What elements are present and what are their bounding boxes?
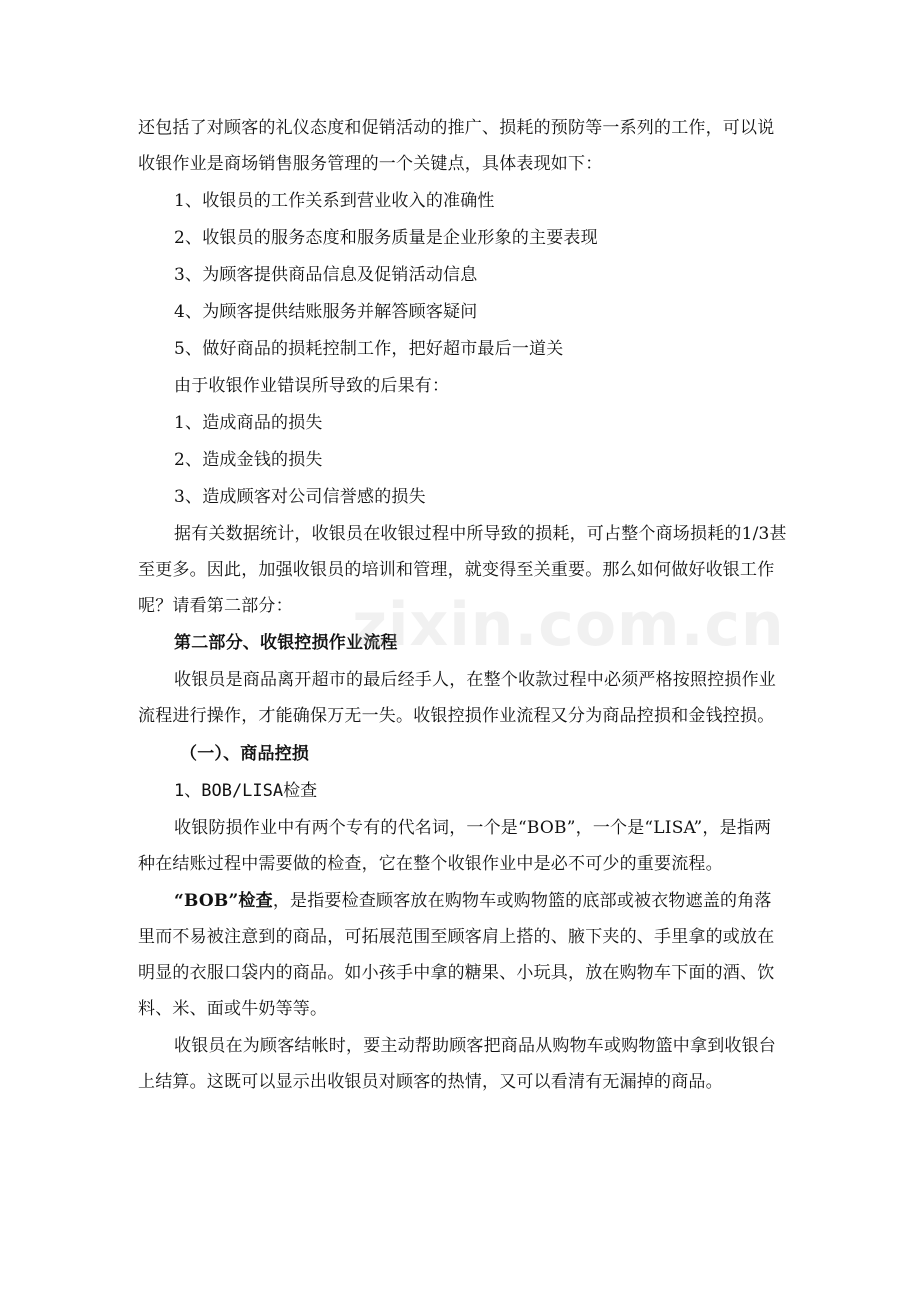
list-item-consequence-3: 3、造成顾客对公司信誉感的损失 (174, 487, 426, 507)
list-item-consequence-2: 2、造成金钱的损失 (174, 450, 323, 470)
paragraph-bob-lisa-intro: 收银防损作业中有两个专有的代名词，一个是“BOB”，一个是“LISA”，是指两种在结账过程中需要做的检查，它在整个收银作业中是必不可少的重要流程。 (138, 818, 772, 874)
paragraph-bob-check (138, 883, 788, 1027)
watermark-text: zixin.com.cn (352, 590, 785, 660)
paragraph-intro: 还包括了对顾客的礼仪态度和促销活动的推广、损耗的预防等一系列的工作，可以说收银作业是商场销售服务管理的一个关键点，具体表现如下： (138, 118, 775, 174)
bob-check-text: ，是指要检查顾客放在购物车或购物篮的底部或被衣物遮盖的角落里而不易被注意到的商品，可拓展范围至顾客肩上搭的、腋下夹的、手里拿的或放在明显的衣服口袋内的商品。如小孩手中拿的糖果、小玩具，放在购物车下面的酒、饮料、米、面或牛奶等等。 (138, 891, 775, 1019)
paragraph-checkout-help: 收银员在为顾客结帐时，要主动帮助顾客把商品从购物车或购物篮中拿到收银台上结算。这既可以显示出收银员对顾客的热情，又可以看清有无漏掉的商品。 (138, 1036, 776, 1092)
paragraph-statistics: 据有关数据统计，收银员在收银过程中所导致的损耗，可占整个商场损耗的1/3甚至更多。因此，加强收银员的培训和管理，就变得至关重要。那么如何做好收银工作呢？请看第二部分： (138, 524, 787, 616)
list-item-impact-5: 5、做好商品的损耗控制工作，把好超市最后一道关 (174, 339, 564, 359)
section-heading-part-two: 第二部分、收银控损作业流程 (174, 633, 398, 653)
bob-lisa-heading-text: 1、BOB/LISA检查 (174, 781, 318, 801)
list-item-consequence-1: 1、造成商品的损失 (174, 413, 323, 433)
document-content (138, 110, 788, 1100)
subsection-heading-bob-lisa (138, 773, 788, 809)
paragraph-cashier-role: 收银员是商品离开超市的最后经手人，在整个收款过程中必须严格按照控损作业流程进行操作，才能确保万无一失。收银控损作业流程又分为商品控损和金钱控损。 (138, 670, 776, 726)
bob-check-label: “BOB”检查 (174, 891, 273, 911)
list-item-impact-4: 4、为顾客提供结账服务并解答顾客疑问 (174, 302, 478, 322)
list-item-impact-3: 3、为顾客提供商品信息及促销活动信息 (174, 265, 478, 285)
list-item-impact-2: 2、收银员的服务态度和服务质量是企业形象的主要表现 (174, 228, 598, 248)
paragraph-consequences-intro: 由于收银作业错误所导致的后果有： (174, 376, 450, 396)
list-item-impact-1: 1、收银员的工作关系到营业收入的准确性 (174, 191, 495, 211)
subsection-heading-goods-control: （一）、商品控损 (180, 744, 310, 764)
